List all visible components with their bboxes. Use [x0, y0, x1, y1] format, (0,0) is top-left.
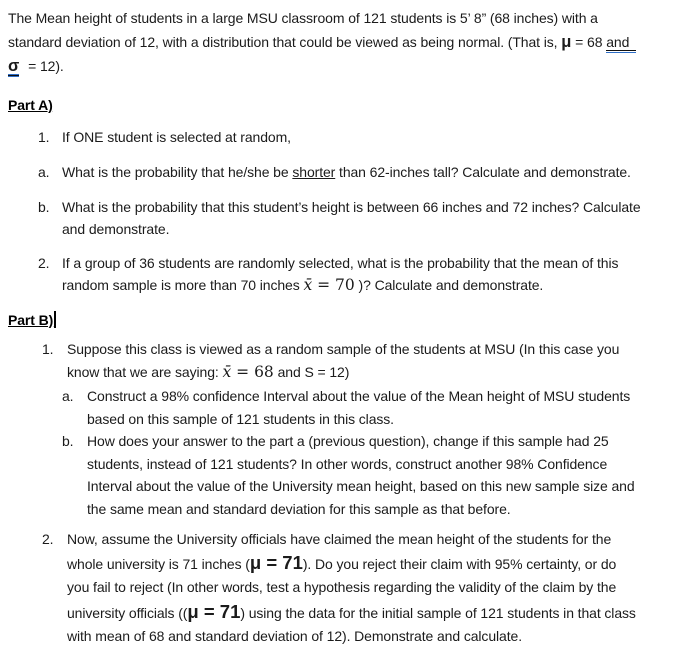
part-b-item-2-text: [67, 528, 642, 648]
b1-post: and S = 12): [273, 363, 350, 380]
intro-line-1: [8, 6, 671, 30]
mu-71-bold: μ = 71: [187, 600, 241, 622]
part-b-item-1: [8, 338, 671, 383]
intro-eq-12: = 12).: [24, 58, 64, 74]
list-marker: a.: [38, 164, 50, 180]
item-a-pre: What is the probability that he/she be: [62, 164, 293, 180]
part-a-item-2-text: [62, 252, 647, 297]
part-b-heading-text: Part B): [8, 311, 54, 328]
item-2-pre: If a group of 36 students are randomly selected, what is the probability that the mean of this random sample is more than 70 inches: [62, 254, 619, 293]
part-b-item-2: [8, 528, 671, 648]
intro-line-3: [8, 54, 671, 78]
intro-line-2: [8, 30, 671, 54]
mu-symbol: μ: [561, 33, 572, 51]
part-a-item-a-text: [62, 161, 631, 184]
intro-paragraph: [8, 6, 671, 78]
xbar-value: = 70: [312, 276, 355, 294]
xbar-symbol: x̄: [303, 276, 313, 294]
b2-seg3: ) using the data for the initial sample of 121 students in that class with mean of 68 and standard deviation of 12). Demonstrate and calculate.: [67, 604, 636, 644]
b1-pre: Suppose this class is viewed as a random sample of the students at MSU (In this case you know that we are saying:: [67, 341, 620, 380]
part-b-item-1-text: [67, 338, 645, 383]
intro-text-1: The Mean height of students in a large MSU classroom of 121 students is 5’ 8” (68 inches) with a: [8, 10, 598, 26]
part-b-heading: [8, 309, 671, 332]
intro-eq-68: = 68: [571, 34, 607, 50]
underlined-and: and: [606, 34, 636, 51]
item-2-post: )? Calculate and demonstrate.: [354, 277, 544, 293]
list-marker: 1.: [42, 341, 54, 357]
b2-seg2: ). Do you reject their claim with 95% certainty, or do you fail to reject (In other words, test a hypothesis regarding the validity of the claim by the university officials ((: [67, 556, 617, 621]
text-cursor: [54, 311, 56, 328]
part-a-item-2: [8, 252, 671, 297]
part-a-item-1: [8, 126, 671, 149]
part-b-item-1b: [8, 430, 671, 520]
list-marker: 2.: [42, 531, 54, 547]
part-a-item-1-text: If ONE student is selected at random,: [62, 128, 291, 145]
item-a-post: than 62-inches tall? Calculate and demonstrate.: [335, 164, 631, 180]
part-a-heading-text: Part A): [8, 97, 53, 113]
part-a-heading: [8, 94, 671, 117]
mu-71-bold: μ = 71: [249, 552, 303, 574]
part-b-item-1a-text: Construct a 98% confidence Interval about the value of the Mean height of MSU students based on this sample of 121 students in this class.: [87, 388, 631, 427]
part-b-item-1a: [8, 385, 671, 430]
list-marker: 2.: [38, 254, 50, 271]
list-marker: 1.: [38, 128, 50, 145]
intro-text-2: standard deviation of 12, with a distribution that could be viewed as being normal. (That is,: [8, 34, 562, 50]
list-marker: b.: [62, 433, 74, 449]
part-b-item-1b-text: How does your answer to the part a (previous question), change if this sample had 25 students, instead of 121 students? In other words, construct another 98% Confidence Interval about the value of the University mean height, based on this new sample size and the same mean and standard deviation for this sample as that before.: [87, 433, 635, 517]
xbar-symbol: x̄: [222, 362, 232, 381]
part-a-item-b: [8, 196, 671, 241]
list-marker: b.: [38, 198, 50, 215]
sigma-symbol: σ: [8, 57, 20, 75]
grammar-underline-sigma: [8, 58, 19, 77]
list-marker: a.: [62, 388, 74, 404]
b2-seg1: Now, assume the University officials have claimed the mean height of the students for the whole university is 71 inches (: [67, 531, 612, 573]
xbar-value: = 68: [231, 362, 274, 381]
part-a-item-a: [8, 161, 671, 184]
grammar-underline-and: [606, 34, 636, 53]
part-a-item-b-text: What is the probability that this student’s height is between 66 inches and 72 inches? Calculate and demonstrate.: [62, 198, 641, 237]
underlined-shorter: shorter: [292, 164, 336, 180]
